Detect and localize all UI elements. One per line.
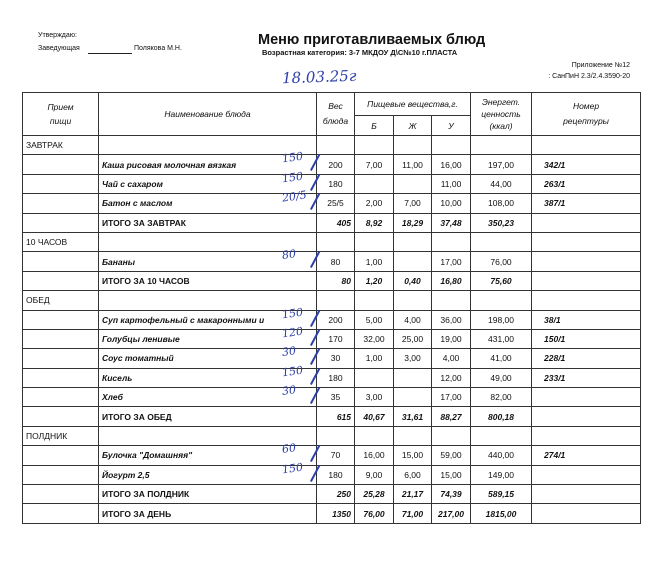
meal-cell: [23, 446, 99, 465]
protein-cell: 1,00: [355, 252, 394, 271]
recipe-code: [532, 252, 641, 271]
protein-cell: 32,00: [355, 329, 394, 348]
protein-cell: 25,28: [355, 485, 394, 504]
fat-cell: 6,00: [394, 465, 432, 484]
fat-cell: 71,00: [394, 504, 432, 523]
fat-cell: 0,40: [394, 271, 432, 290]
empty-cell: [355, 426, 394, 445]
section-row: [23, 291, 641, 310]
total-row: [23, 213, 641, 232]
handwritten-portion: 150: [281, 363, 304, 380]
empty-cell: [355, 291, 394, 310]
dish-row: [23, 194, 641, 213]
handwritten-portion: 150: [281, 149, 304, 166]
fat-cell: 18,29: [394, 213, 432, 232]
section-row: [23, 136, 641, 155]
appendix-label: Приложение №12: [571, 62, 630, 69]
fat-cell: 25,00: [394, 329, 432, 348]
handwritten-portion: 150: [281, 305, 304, 322]
recipe-code: 387/1: [532, 194, 641, 213]
sanpin-label: : СанПиН 2.3/2.4.3590-20: [548, 73, 630, 80]
carbs-cell: 74,39: [432, 485, 471, 504]
meal-cell: [23, 485, 99, 504]
weight-cell: 70: [317, 446, 355, 465]
dish-row: [23, 310, 641, 329]
handwritten-portion: 20/5: [281, 188, 308, 205]
meal-cell: [23, 155, 99, 174]
protein-cell: 1,00: [355, 349, 394, 368]
empty-cell: [394, 232, 432, 251]
handwritten-portion: 150: [281, 169, 304, 186]
dish-row: [23, 446, 641, 465]
handwritten-portion: 30: [281, 344, 297, 359]
header-energy: Энергет. ценность (ккал): [471, 93, 532, 136]
empty-cell: [317, 291, 355, 310]
approval-label: Утверждаю:: [38, 32, 77, 39]
energy-cell: 41,00: [471, 349, 532, 368]
fat-cell: [394, 174, 432, 193]
dish-name: Чай с сахаром: [99, 174, 317, 193]
empty-cell: [394, 291, 432, 310]
energy-cell: 1815,00: [471, 504, 532, 523]
dish-row: [23, 329, 641, 348]
fat-cell: [394, 368, 432, 387]
page-title: Меню приготавливаемых блюд: [258, 32, 486, 48]
handwritten-portion: 120: [281, 324, 304, 341]
energy-cell: 440,00: [471, 446, 532, 465]
empty-cell: [432, 136, 471, 155]
weight-cell: 30: [317, 349, 355, 368]
empty-cell: [317, 426, 355, 445]
carbs-cell: 15,00: [432, 465, 471, 484]
fat-cell: 31,61: [394, 407, 432, 426]
protein-cell: 76,00: [355, 504, 394, 523]
carbs-cell: 217,00: [432, 504, 471, 523]
header-nutrients: Пищевые вещества,г.: [355, 93, 471, 116]
meal-cell: [23, 329, 99, 348]
weight-cell: 250: [317, 485, 355, 504]
handwritten-portion: 60: [281, 441, 297, 456]
dish-row: [23, 252, 641, 271]
protein-cell: 9,00: [355, 465, 394, 484]
meal-label: 10 ЧАСОВ: [23, 232, 99, 251]
carbs-cell: 12,00: [432, 368, 471, 387]
empty-cell: [394, 136, 432, 155]
empty-cell: [532, 426, 641, 445]
meal-cell: [23, 504, 99, 523]
meal-label: ОБЕД: [23, 291, 99, 310]
recipe-code: [532, 388, 641, 407]
energy-cell: 76,00: [471, 252, 532, 271]
meal-label: ПОЛДНИК: [23, 426, 99, 445]
energy-cell: 82,00: [471, 388, 532, 407]
approval-name: Полякова М.Н.: [134, 45, 182, 52]
meal-cell: [23, 388, 99, 407]
recipe-code: [532, 485, 641, 504]
empty-cell: [532, 136, 641, 155]
meal-cell: [23, 310, 99, 329]
dish-name: ИТОГО ЗА ПОЛДНИК: [99, 485, 317, 504]
handwritten-date: 18.03.25г: [281, 66, 357, 88]
carbs-cell: 4,00: [432, 349, 471, 368]
meal-cell: [23, 194, 99, 213]
fat-cell: [394, 252, 432, 271]
carbs-cell: 16,00: [432, 155, 471, 174]
protein-cell: 16,00: [355, 446, 394, 465]
meal-cell: [23, 407, 99, 426]
energy-cell: 800,18: [471, 407, 532, 426]
protein-cell: 40,67: [355, 407, 394, 426]
energy-cell: 149,00: [471, 465, 532, 484]
weight-cell: 180: [317, 368, 355, 387]
protein-cell: [355, 174, 394, 193]
empty-cell: [355, 136, 394, 155]
header-b: Б: [355, 116, 394, 136]
fat-cell: 4,00: [394, 310, 432, 329]
weight-cell: 200: [317, 310, 355, 329]
meal-cell: [23, 252, 99, 271]
section-row: [23, 426, 641, 445]
empty-cell: [317, 136, 355, 155]
carbs-cell: 17,00: [432, 252, 471, 271]
recipe-code: [532, 213, 641, 232]
recipe-code: 150/1: [532, 329, 641, 348]
carbs-cell: 88,27: [432, 407, 471, 426]
fat-cell: 11,00: [394, 155, 432, 174]
weight-cell: 200: [317, 155, 355, 174]
header-zh: Ж: [394, 116, 432, 136]
energy-cell: 197,00: [471, 155, 532, 174]
weight-cell: 80: [317, 252, 355, 271]
recipe-code: 233/1: [532, 368, 641, 387]
fat-cell: 21,17: [394, 485, 432, 504]
empty-cell: [394, 426, 432, 445]
header-meal: Прием пищи: [23, 93, 99, 136]
dish-row: [23, 349, 641, 368]
fat-cell: [394, 388, 432, 407]
meal-cell: [23, 465, 99, 484]
dish-name: Йогурт 2,5: [99, 465, 317, 484]
meal-cell: [23, 349, 99, 368]
carbs-cell: 37,48: [432, 213, 471, 232]
empty-cell: [471, 426, 532, 445]
handwritten-portion: 150: [281, 460, 304, 477]
header-dish: Наименование блюда: [99, 93, 317, 136]
header-u: У: [432, 116, 471, 136]
dish-row: [23, 465, 641, 484]
dish-row: [23, 388, 641, 407]
weight-cell: 35: [317, 388, 355, 407]
energy-cell: 350,23: [471, 213, 532, 232]
dish-name: Булочка "Домашняя": [99, 446, 317, 465]
fat-cell: 15,00: [394, 446, 432, 465]
energy-cell: 75,60: [471, 271, 532, 290]
protein-cell: 8,92: [355, 213, 394, 232]
total-row: [23, 407, 641, 426]
carbs-cell: 11,00: [432, 174, 471, 193]
meal-cell: [23, 271, 99, 290]
dish-name: Суп картофельный с макаронными и: [99, 310, 317, 329]
weight-cell: 25/5: [317, 194, 355, 213]
recipe-code: 38/1: [532, 310, 641, 329]
dish-name: ИТОГО ЗА 10 ЧАСОВ: [99, 271, 317, 290]
section-row: [23, 232, 641, 251]
recipe-code: 342/1: [532, 155, 641, 174]
dish-name: Батон с маслом: [99, 194, 317, 213]
empty-cell: [532, 232, 641, 251]
carbs-cell: 10,00: [432, 194, 471, 213]
dish-row: [23, 155, 641, 174]
total-row: [23, 271, 641, 290]
approval-position: Заведующая: [38, 45, 80, 52]
carbs-cell: 36,00: [432, 310, 471, 329]
meal-label: ЗАВТРАК: [23, 136, 99, 155]
energy-cell: 198,00: [471, 310, 532, 329]
fat-cell: 3,00: [394, 349, 432, 368]
dish-name: ИТОГО ЗА ЗАВТРАК: [99, 213, 317, 232]
empty-cell: [471, 291, 532, 310]
handwritten-portion: 30: [281, 383, 297, 398]
weight-cell: 80: [317, 271, 355, 290]
recipe-code: 274/1: [532, 446, 641, 465]
empty-cell: [471, 136, 532, 155]
recipe-code: [532, 504, 641, 523]
empty-cell: [471, 232, 532, 251]
handwritten-portion: 80: [281, 247, 297, 262]
empty-cell: [317, 232, 355, 251]
recipe-code: [532, 271, 641, 290]
signature-line: [88, 53, 132, 54]
empty-cell: [432, 232, 471, 251]
dish-name: Бананы: [99, 252, 317, 271]
dish-name: ИТОГО ЗА ОБЕД: [99, 407, 317, 426]
empty-cell: [432, 291, 471, 310]
recipe-code: [532, 465, 641, 484]
dish-name: Хлеб: [99, 388, 317, 407]
dish-name: Голубцы ленивые: [99, 329, 317, 348]
total-row: [23, 504, 641, 523]
weight-cell: 180: [317, 174, 355, 193]
meal-cell: [23, 174, 99, 193]
carbs-cell: 19,00: [432, 329, 471, 348]
dish-name: ИТОГО ЗА ДЕНЬ: [99, 504, 317, 523]
energy-cell: 44,00: [471, 174, 532, 193]
page-subtitle: Возрастная категория: 3-7 МКДОУ Д\С№10 г.ПЛАСТА: [262, 48, 458, 57]
recipe-code: 263/1: [532, 174, 641, 193]
energy-cell: 431,00: [471, 329, 532, 348]
protein-cell: [355, 368, 394, 387]
dish-name: Соус томатный: [99, 349, 317, 368]
empty-cell: [532, 291, 641, 310]
carbs-cell: 16,80: [432, 271, 471, 290]
empty-cell: [355, 232, 394, 251]
energy-cell: 49,00: [471, 368, 532, 387]
dish-row: [23, 368, 641, 387]
recipe-code: 228/1: [532, 349, 641, 368]
protein-cell: 2,00: [355, 194, 394, 213]
energy-cell: 108,00: [471, 194, 532, 213]
recipe-code: [532, 407, 641, 426]
protein-cell: 7,00: [355, 155, 394, 174]
weight-cell: 170: [317, 329, 355, 348]
carbs-cell: 59,00: [432, 446, 471, 465]
weight-cell: 1350: [317, 504, 355, 523]
protein-cell: 3,00: [355, 388, 394, 407]
menu-table: [22, 92, 641, 524]
header-weight: Вес блюда: [317, 93, 355, 136]
dish-name: Кисель: [99, 368, 317, 387]
weight-cell: 615: [317, 407, 355, 426]
weight-cell: 405: [317, 213, 355, 232]
protein-cell: 5,00: [355, 310, 394, 329]
fat-cell: 7,00: [394, 194, 432, 213]
protein-cell: 1,20: [355, 271, 394, 290]
meal-cell: [23, 368, 99, 387]
dish-row: [23, 174, 641, 193]
weight-cell: 180: [317, 465, 355, 484]
empty-cell: [432, 426, 471, 445]
total-row: [23, 485, 641, 504]
dish-name: Каша рисовая молочная вязкая: [99, 155, 317, 174]
carbs-cell: 17,00: [432, 388, 471, 407]
meal-cell: [23, 213, 99, 232]
header-recipe: Номер рецептуры: [532, 93, 641, 136]
energy-cell: 589,15: [471, 485, 532, 504]
